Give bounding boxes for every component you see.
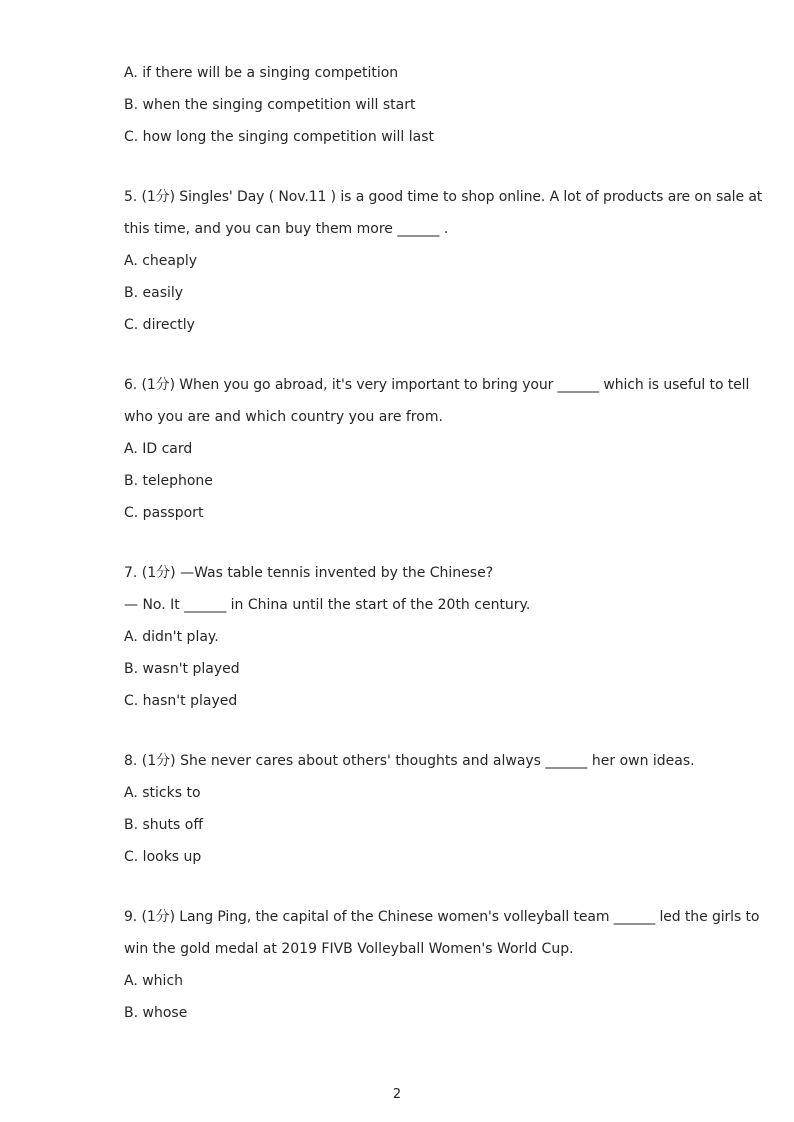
option-c: C. how long the singing competition will last — [124, 129, 435, 145]
question-8-option-b: B. shuts off — [124, 817, 203, 833]
question-9-option-b: B. whose — [124, 1005, 188, 1021]
question-6-option-c: C. passport — [124, 505, 204, 521]
question-9-option-a: A. which — [124, 973, 184, 989]
question-5-stem-cont: this time, and you can buy them more ______ . — [124, 221, 449, 237]
question-7-option-c: C. hasn't played — [124, 693, 238, 709]
question-6-stem-cont: who you are and which country you are from. — [124, 409, 443, 425]
question-7-option-b: B. wasn't played — [124, 661, 240, 677]
question-5-option-c: C. directly — [124, 317, 195, 333]
page-number: 2 — [392, 1087, 402, 1102]
question-8-option-a: A. sticks to — [124, 785, 201, 801]
question-6-stem: 6. (1分) When you go abroad, it's very important to bring your ______ which is useful to tell — [124, 377, 750, 393]
question-6-option-b: B. telephone — [124, 473, 213, 489]
question-9-stem: 9. (1分) Lang Ping, the capital of the Chinese women's volleyball team ______ led the girls to — [124, 909, 760, 925]
question-5-option-a: A. cheaply — [124, 253, 198, 269]
question-5-stem: 5. (1分) Singles' Day ( Nov.11 ) is a good time to shop online. A lot of products are on sale at — [124, 189, 763, 205]
question-6-option-a: A. ID card — [124, 441, 193, 457]
question-8-stem: 8. (1分) She never cares about others' thoughts and always ______ her own ideas. — [124, 753, 695, 769]
question-5-option-b: B. easily — [124, 285, 184, 301]
question-9-stem-cont: win the gold medal at 2019 FIVB Volleyball Women's World Cup. — [124, 941, 574, 957]
option-b: B. when the singing competition will start — [124, 97, 416, 113]
question-8-option-c: C. looks up — [124, 849, 202, 865]
question-7-stem-cont: — No. It ______ in China until the start of the 20th century. — [124, 597, 531, 613]
question-7-option-a: A. didn't play. — [124, 629, 219, 645]
option-a: A. if there will be a singing competition — [124, 65, 399, 81]
question-7-stem: 7. (1分) —Was table tennis invented by the Chinese? — [124, 565, 494, 581]
